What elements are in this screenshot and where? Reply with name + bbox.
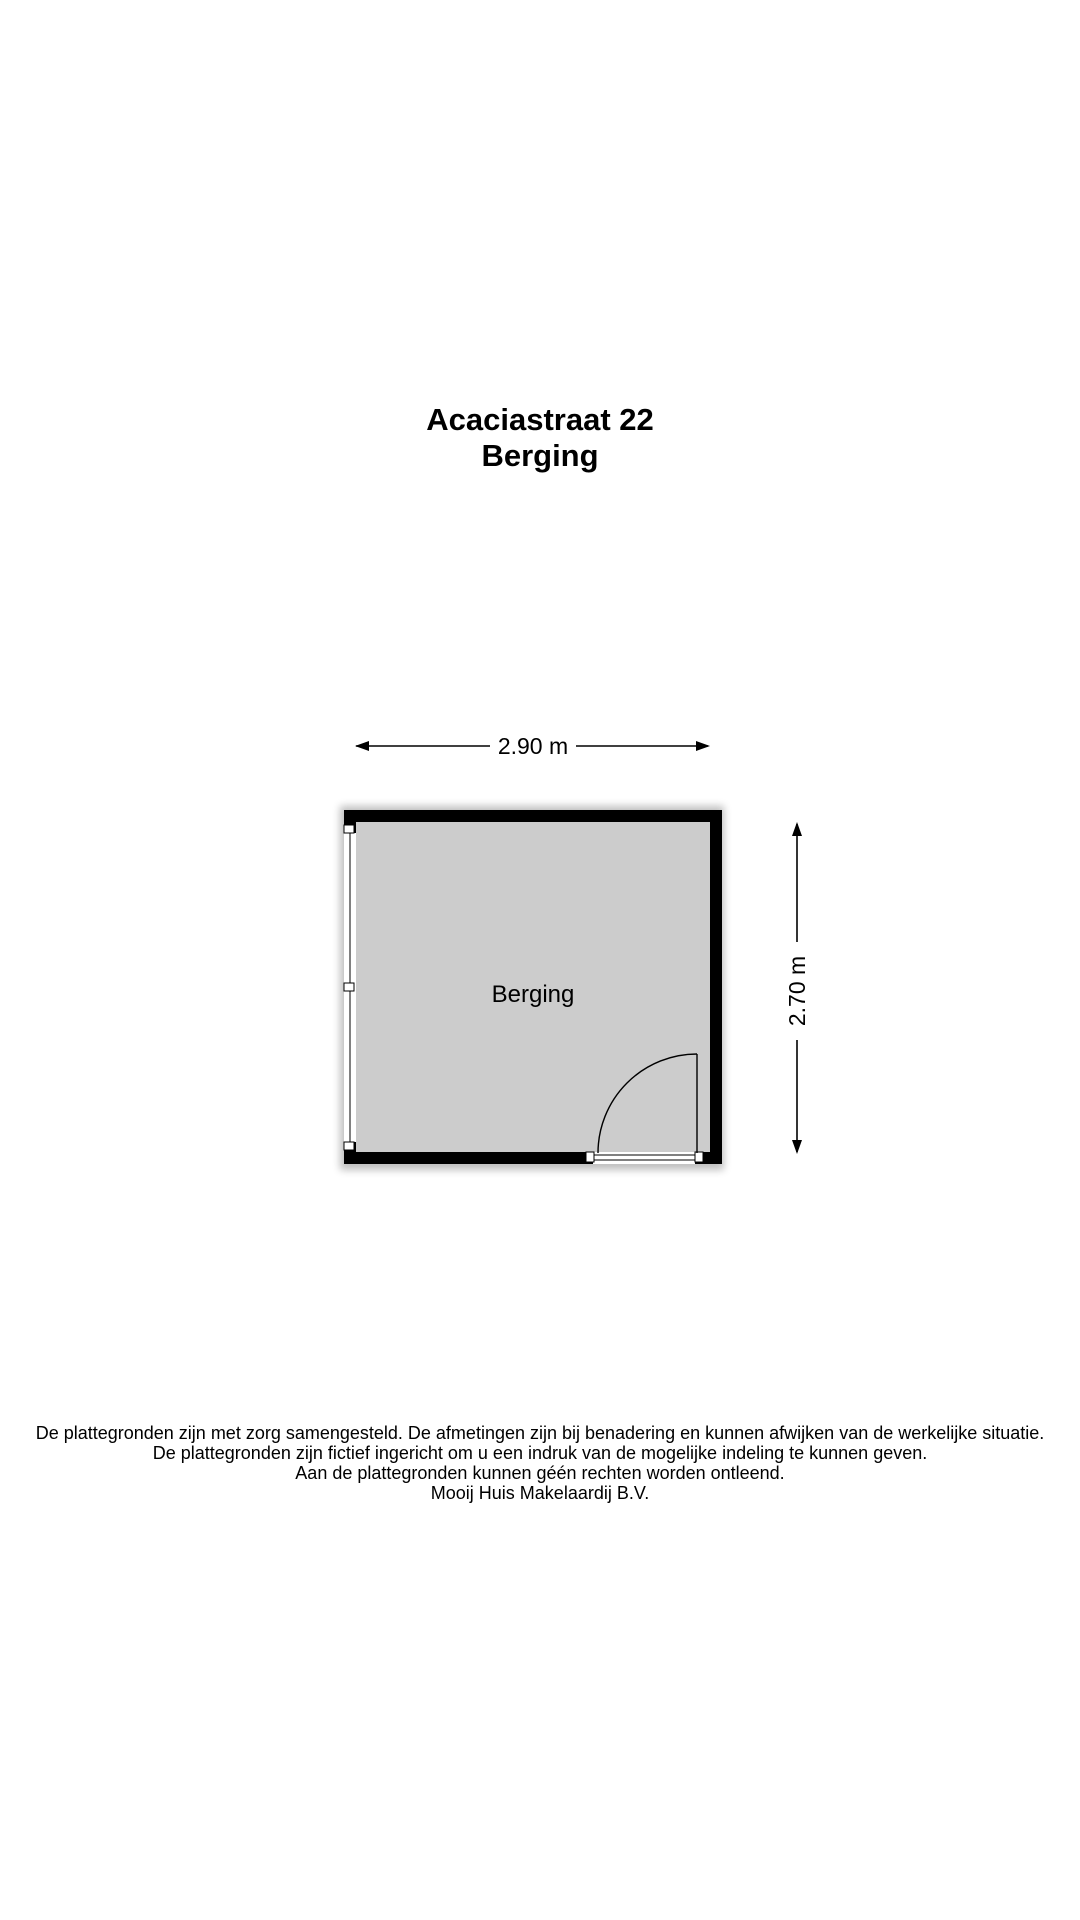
window-post-top <box>344 825 354 833</box>
company-name: Mooij Huis Makelaardij B.V. <box>430 1483 650 1503</box>
disclaimer-line: De plattegronden zijn fictief ingericht om u een indruk van de mogelijke indeling te kunnen geven. <box>152 1443 928 1463</box>
depth-dimension-label: 2.70 m <box>784 955 810 1027</box>
room-label: Berging <box>491 981 575 1008</box>
disclaimer-line: De plattegronden zijn met zorg samengesteld. De afmetingen zijn bij benadering en kunnen afwijken van de werkelijke situatie. <box>35 1423 1045 1443</box>
door-post-left <box>586 1152 594 1162</box>
room <box>340 806 724 1170</box>
width-dimension <box>355 733 710 759</box>
page-title: Acaciastraat 22 <box>426 402 654 437</box>
arrow-down-icon <box>792 1140 802 1154</box>
arrow-up-icon <box>792 822 802 836</box>
door-opening <box>593 1152 695 1164</box>
window-post-bottom <box>344 1142 354 1150</box>
page-subtitle: Berging <box>481 438 599 473</box>
arrow-left-icon <box>355 741 369 751</box>
window <box>344 825 356 1150</box>
depth-dimension <box>784 822 810 1154</box>
door-post-right <box>695 1152 703 1162</box>
width-dimension-label: 2.90 m <box>497 733 569 759</box>
window-post-middle <box>344 983 354 991</box>
disclaimer-line: Aan de plattegronden kunnen géén rechten worden ontleend. <box>295 1463 785 1483</box>
arrow-right-icon <box>696 741 710 751</box>
disclaimer <box>0 1423 1080 1503</box>
